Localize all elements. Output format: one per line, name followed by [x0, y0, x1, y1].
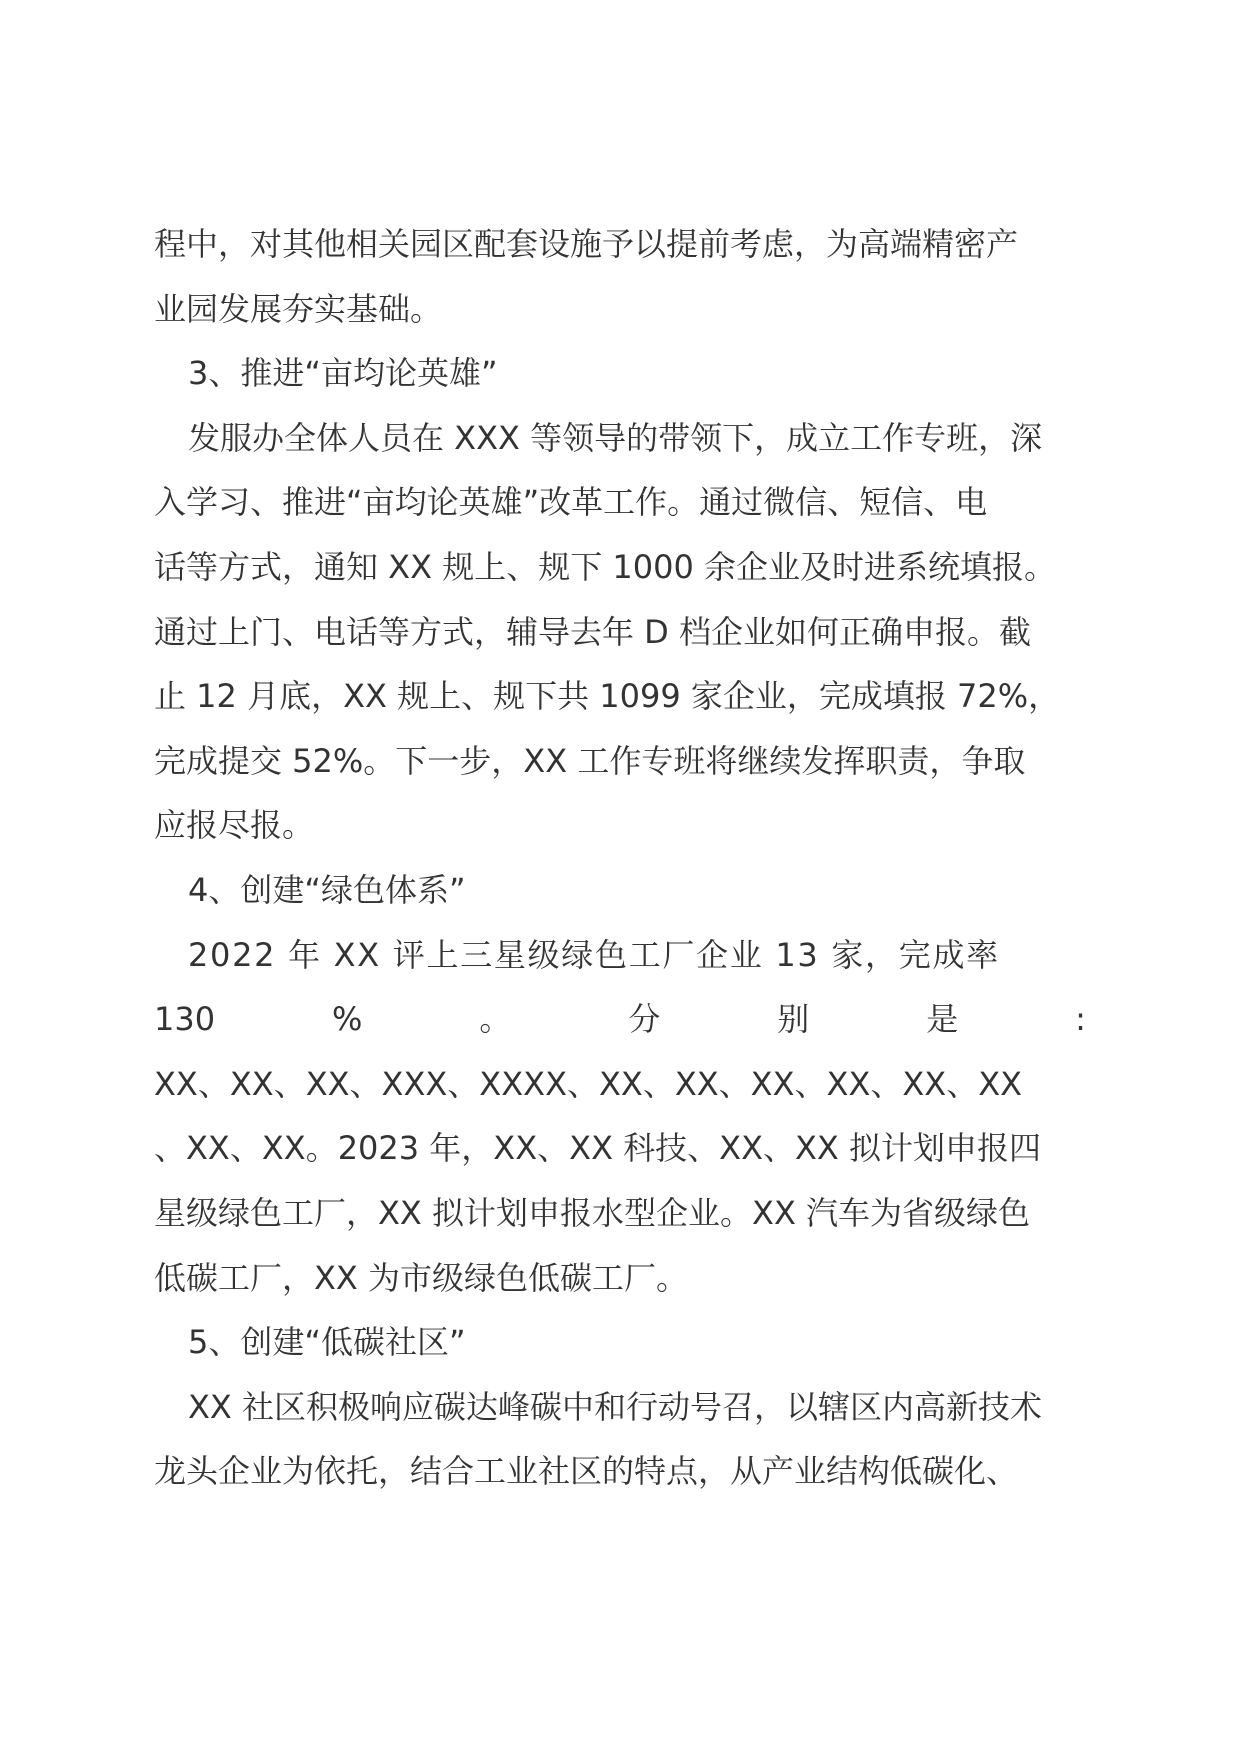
text-fragment: %	[332, 1000, 363, 1039]
text-fragment: 分	[628, 1000, 661, 1039]
justified-line	[154, 987, 1086, 1052]
text-line: 止 12 月底，XX 规上、规下共 1099 家企业，完成填报 72%，	[154, 677, 1061, 716]
paragraph-4	[154, 1375, 1086, 1504]
text-line: 程中，对其他相关园区配套设施予以提前考虑，为高端精密产	[154, 225, 1019, 263]
paragraph-2	[154, 406, 1086, 858]
text-line: XX、XX、XX、XXX、XXXX、XX、XX、XX、XX、XX、XX	[154, 1064, 1023, 1103]
paragraph-3	[154, 923, 1086, 1311]
text-fragment: 是	[926, 1000, 959, 1039]
text-line: 业园发展夯实基础。	[154, 289, 443, 328]
text-line: 话等方式，通知 XX 规上、规下 1000 余企业及时进系统填报。	[154, 547, 1056, 586]
document-page	[154, 212, 1086, 1504]
text-line: 入学习、推进“亩均论英雄”改革工作。通过微信、短信、电	[154, 483, 988, 522]
text-line: 、XX、XX。2023 年，XX、XX 科技、XX、XX 拟计划申报四	[154, 1129, 1042, 1168]
text-line: 低碳工厂，XX 为市级绿色低碳工厂。	[154, 1258, 689, 1297]
text-fragment: :	[1075, 1000, 1086, 1039]
section-heading-4: 4、创建“绿色体系”	[188, 870, 466, 909]
text-line: 发服办全体人员在 XXX 等领导的带领下，成立工作专班，深	[188, 418, 1043, 457]
section-heading-5: 5、创建“低碳社区”	[188, 1323, 466, 1362]
text-line: 应报尽报。	[154, 806, 315, 845]
text-line: 完成提交 52%。下一步，XX 工作专班将继续发挥职责，争取	[154, 741, 1026, 780]
text-line: XX 社区积极响应碳达峰碳中和行动号召，以辖区内高新技术	[188, 1387, 1043, 1426]
text-line: 2022 年 XX 评上三星级绿色工厂企业 13 家，完成率	[188, 935, 1000, 974]
paragraph-1	[154, 212, 1086, 341]
text-line: 星级绿色工厂，XX 拟计划申报水型企业。XX 汽车为省级绿色	[154, 1193, 1031, 1232]
text-fragment: 130	[154, 1000, 216, 1039]
text-line: 龙头企业为依托，结合工业社区的特点，从产业结构低碳化、	[154, 1452, 1019, 1491]
text-fragment: 别	[777, 1000, 810, 1039]
text-line: 通过上门、电话等方式，辅导去年 D 档企业如何正确申报。截	[154, 612, 1031, 651]
section-heading-3: 3、推进“亩均论英雄”	[188, 354, 498, 393]
text-fragment: 。	[479, 1000, 512, 1039]
